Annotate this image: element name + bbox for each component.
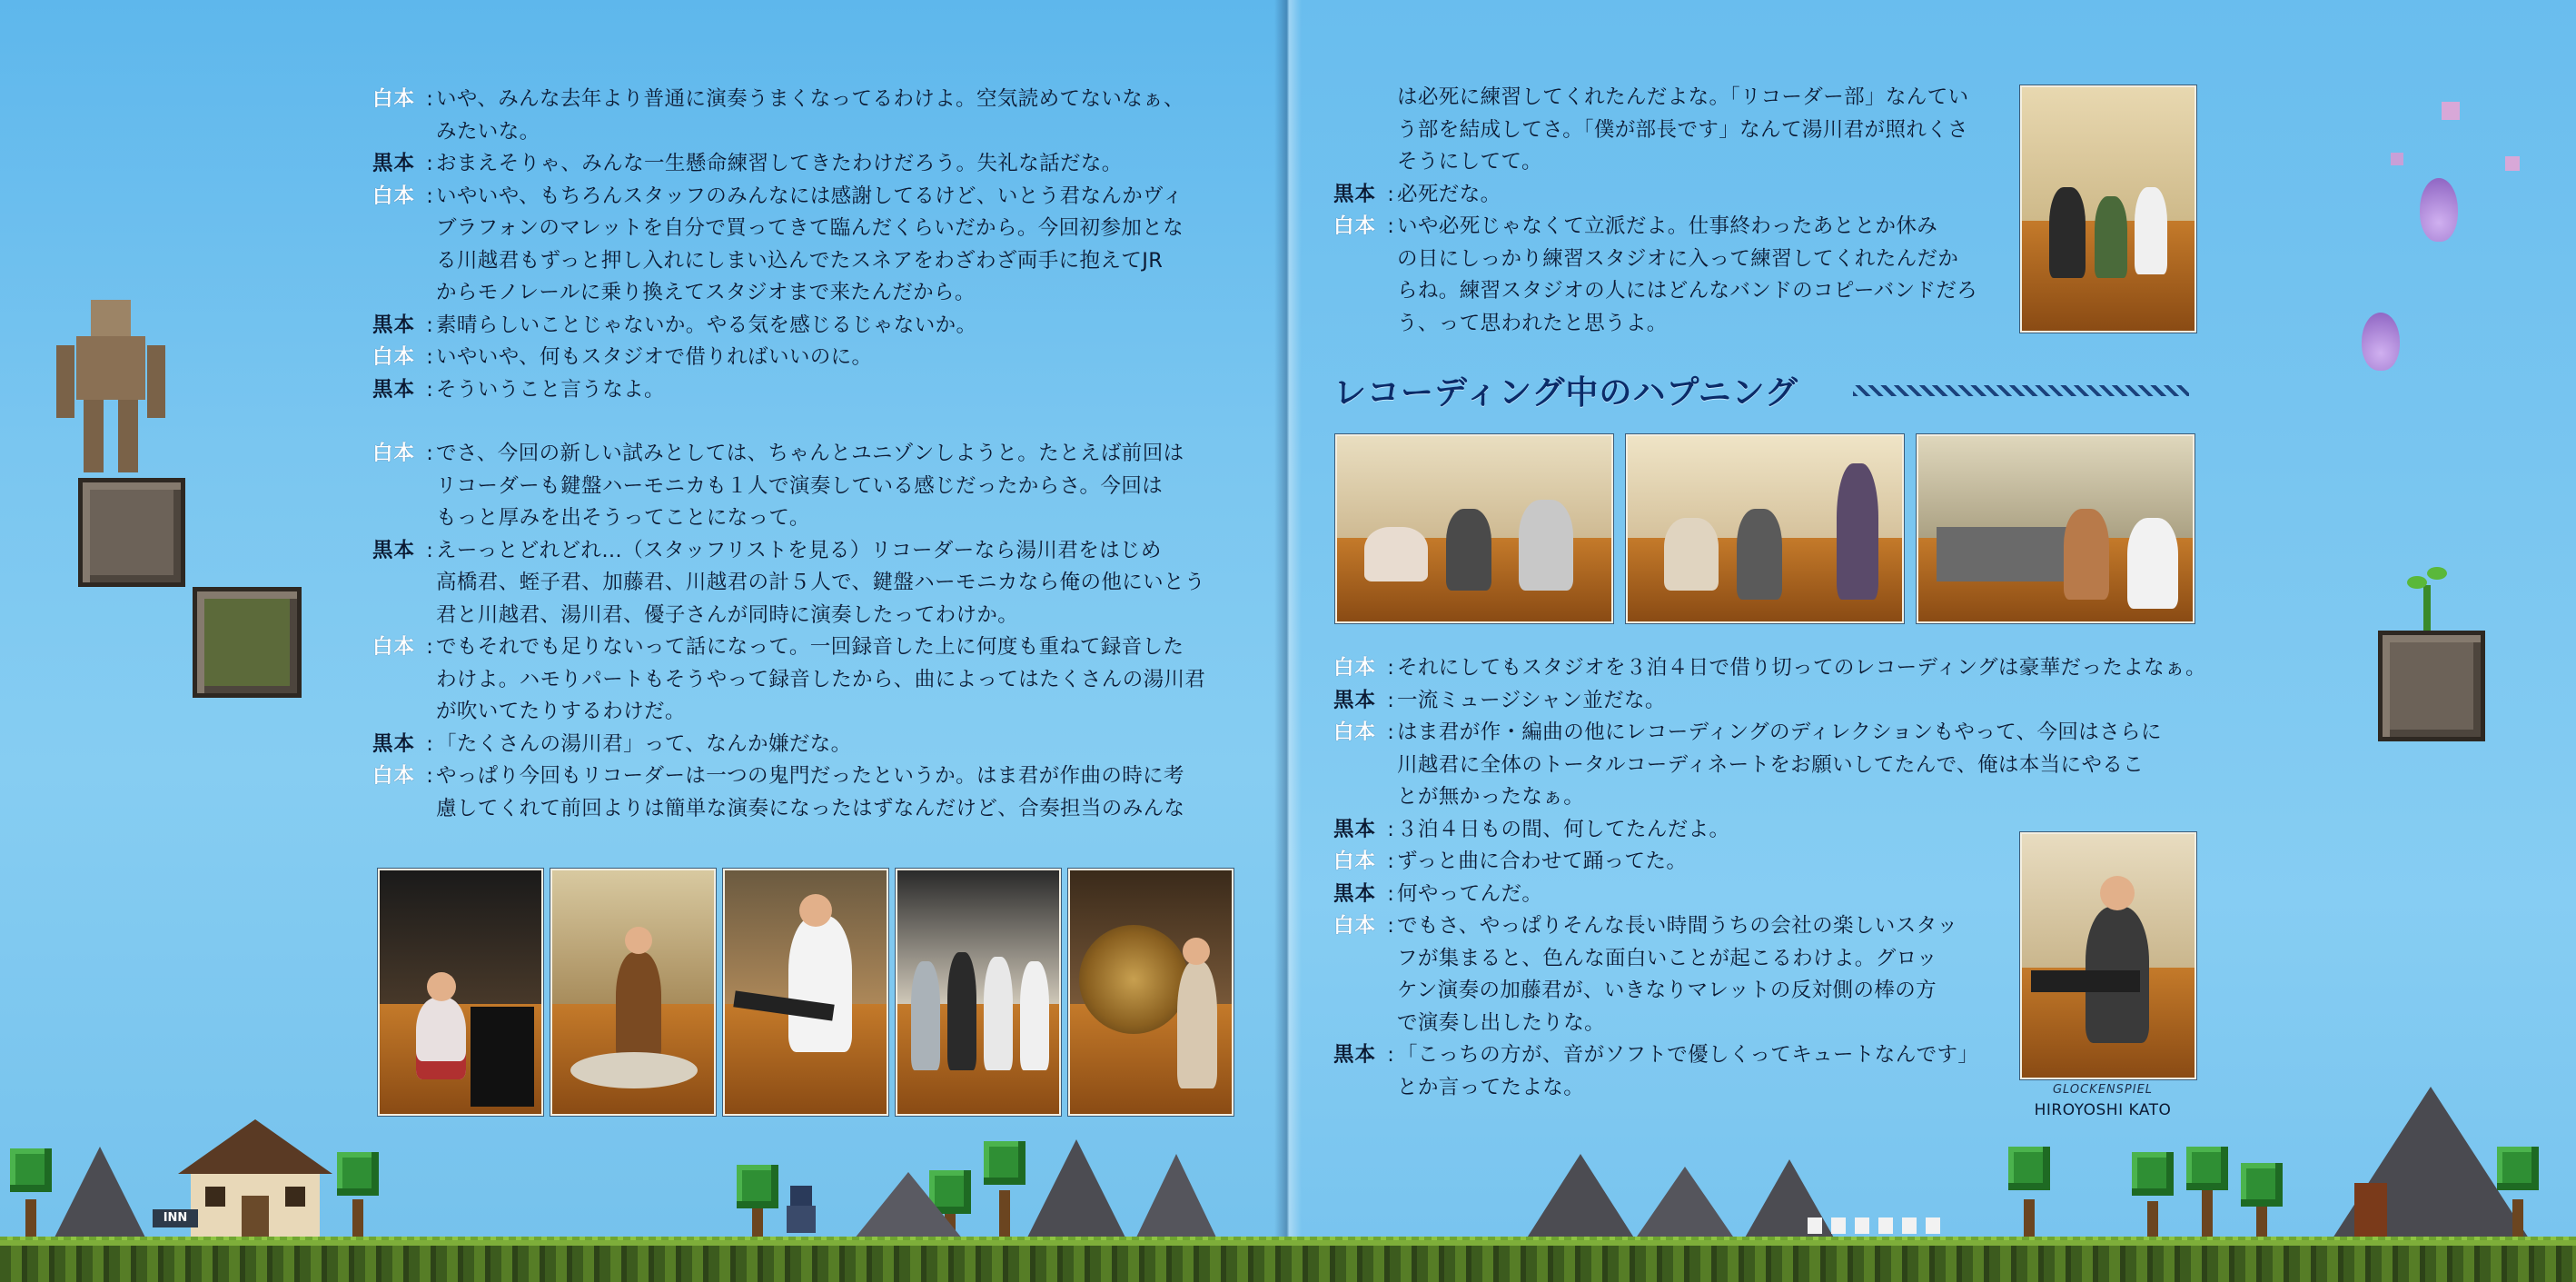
- dialog-text: もっと厚みを出そうってことになって。: [436, 506, 810, 530]
- dialog-line: [372, 696, 1235, 729]
- speaker-label: 黒本: [1333, 182, 1377, 206]
- rock-mountain-icon: [54, 1147, 145, 1237]
- dialog-text: 君と川越君、湯川君、優子さんが同時に演奏したってわけか。: [436, 602, 1019, 627]
- dialog-text: う部を結成してさ。「僕が部長です」なんて湯川君が照れくさ: [1397, 117, 1969, 142]
- speaker-label: 黒本: [372, 377, 416, 402]
- dialog-text: えーっとどれどれ…（スタッフリストを見る）リコーダーなら湯川君をはじめ: [436, 538, 1162, 562]
- tree-icon: [2241, 1163, 2283, 1207]
- speaker-colon: :: [1387, 1043, 1394, 1067]
- dialog-line: [372, 502, 1235, 535]
- colon-indent: [423, 213, 436, 245]
- inn-house-icon: [178, 1119, 332, 1239]
- speaker-colon: :: [1387, 914, 1394, 938]
- dialog-text: いやいや、何もスタジオで借りればいいのに。: [436, 345, 873, 369]
- speaker-indent: [1333, 750, 1384, 782]
- dialog-line: [1333, 146, 2024, 179]
- speaker-label: 黒本: [372, 152, 416, 175]
- dialog-line: [372, 310, 1235, 343]
- stone-block-icon: [78, 478, 185, 587]
- dialog-text: 高橋君、蛭子君、加藤君、川越君の計５人で、鍵盤ハーモニカなら俺の他にいとう: [436, 571, 1205, 594]
- right-top-dialog: [1333, 82, 2024, 340]
- speaker-indent: [1333, 781, 1384, 814]
- dialog-text: でさ、今回の新しい試みとしては、ちゃんとユニゾンしようと。たとえば前回は: [436, 442, 1184, 465]
- speaker-colon: :: [1387, 656, 1394, 680]
- photo-piano: [378, 869, 543, 1116]
- dialog-line: [372, 148, 1235, 181]
- photo-caption-instrument: GLOCKENSPIEL: [2052, 1083, 2154, 1097]
- tree-icon: [2186, 1147, 2228, 1190]
- tree-icon: [2008, 1147, 2050, 1190]
- speaker-indent: [372, 116, 423, 149]
- photo-vibraphone: [723, 869, 888, 1116]
- speaker-indent: [372, 600, 423, 632]
- photo-gong: [1068, 869, 1234, 1116]
- sparkle-icon: [2442, 102, 2460, 120]
- speaker-label: 白本: [372, 184, 416, 208]
- cave-door-icon: [2354, 1183, 2387, 1239]
- dialog-text: でもさ、やっぱりそんな長い時間うちの会社の楽しいスタッ: [1397, 914, 1958, 938]
- colon-indent: [423, 245, 436, 278]
- tree-icon: [2132, 1152, 2174, 1196]
- dialog-text: フが集まると、色んな面白いことが起こるわけよ。グロッ: [1397, 946, 1937, 970]
- dialog-text: の日にしっかり練習スタジオに入って練習してくれたんだか: [1397, 246, 1959, 271]
- dialog-line: [372, 760, 1235, 793]
- speaker-indent: [1333, 1072, 1384, 1105]
- speaker-indent: [372, 471, 423, 503]
- dialog-line: [372, 374, 1235, 407]
- colon-indent: [423, 277, 436, 310]
- speaker-indent: [372, 793, 423, 826]
- dialog-line: [1333, 781, 2214, 814]
- section-title: レコーディング中のハプニング: [1333, 374, 1798, 412]
- rock-mountain-icon: [1526, 1154, 1635, 1239]
- rock-mountain-icon: [854, 1172, 963, 1239]
- speaker-indent: [1333, 243, 1384, 276]
- speaker-colon: :: [426, 152, 433, 175]
- speaker-colon: :: [426, 538, 433, 562]
- continuation-indent: [1333, 82, 1397, 114]
- rock-mountain-icon: [1635, 1167, 1735, 1239]
- speaker-indent: [372, 213, 423, 245]
- tree-icon: [737, 1165, 778, 1208]
- inn-sign: INN: [153, 1209, 198, 1227]
- dialog-text: いやいや、もちろんスタッフのみんなには感謝してるけど、いとう君なんかヴィ: [436, 184, 1184, 208]
- ghost-flame-icon: [2362, 313, 2400, 371]
- speaker-colon: :: [426, 442, 433, 465]
- dialog-line: [1333, 82, 2024, 114]
- speaker-label: 白本: [372, 764, 416, 788]
- speaker-indent: [372, 664, 423, 697]
- dialog-text: ブラフォンのマレットを自分で買ってきて臨んだくらいだから。今回初参加とな: [436, 216, 1184, 240]
- dialog-line: [372, 567, 1235, 600]
- continuation-indent: [1333, 114, 1397, 147]
- dialog-text: で演奏し出したりな。: [1397, 1010, 1606, 1035]
- speaker-colon: :: [426, 313, 433, 337]
- speaker-indent: [1333, 943, 1384, 976]
- colon-indent: [1384, 781, 1397, 814]
- tree-icon: [2497, 1147, 2539, 1190]
- dialog-line: [1333, 750, 2214, 782]
- dialog-line: [372, 438, 1235, 471]
- colon-indent: [1384, 243, 1397, 276]
- speaker-label: 黒本: [372, 313, 416, 337]
- speaker-colon: :: [426, 731, 433, 756]
- dialog-line: [372, 342, 1235, 374]
- speaker-label: 黒本: [1333, 881, 1377, 906]
- tree-icon: [10, 1148, 52, 1192]
- colon-indent: [423, 567, 436, 600]
- speaker-colon: :: [1387, 721, 1394, 744]
- photo-caption-name: HIROYOSHI KATO: [2034, 1101, 2172, 1119]
- colon-indent: [423, 793, 436, 826]
- dialog-text: そういうこと言うなよ。: [436, 377, 665, 402]
- dialog-text: いや、みんな去年より普通に演奏うまくなってるわけよ。空気読めてないなぁ、: [436, 87, 1184, 111]
- speaker-colon: :: [426, 87, 433, 111]
- speaker-label: 白本: [1333, 914, 1377, 938]
- dialog-text: 川越君に全体のトータルコーディネートをお願いしてたんで、俺は本当にやるこ: [1397, 752, 2145, 777]
- colon-indent: [423, 502, 436, 535]
- dialog-text: とが無かったなぁ。: [1397, 785, 1585, 809]
- dialog-text: 「たくさんの湯川君」って、なんか嫌だな。: [436, 731, 852, 756]
- dialog-line: [1333, 114, 2024, 147]
- colon-indent: [423, 471, 436, 503]
- photo-studio-couch: [1335, 434, 1613, 623]
- dialog-line: [372, 213, 1235, 245]
- speaker-indent: [372, 245, 423, 278]
- dialog-line: [372, 181, 1235, 214]
- dialog-line: [1333, 179, 2024, 212]
- speaker-label: 黒本: [372, 538, 416, 562]
- title-divider: [1853, 385, 2189, 396]
- dialog-line: [1333, 211, 2024, 243]
- speaker-indent: [1333, 1008, 1384, 1040]
- dialog-text: いや必死じゃなくて立派だよ。仕事終わったあととか休み: [1397, 214, 1938, 238]
- colon-indent: [1384, 1008, 1397, 1040]
- speaker-colon: :: [1387, 182, 1394, 206]
- speaker-label: 白本: [372, 87, 416, 111]
- dialog-line: [372, 664, 1235, 697]
- dialog-text: とか言ってたよな。: [1397, 1075, 1585, 1099]
- colon-indent: [423, 696, 436, 729]
- speaker-label: 白本: [1333, 656, 1377, 680]
- dialog-text: そうにしてて。: [1397, 150, 1542, 174]
- speaker-label: 黒本: [1333, 817, 1377, 841]
- speaker-indent: [1333, 275, 1384, 308]
- dialog-line: [372, 471, 1235, 503]
- speaker-indent: [372, 502, 423, 535]
- speaker-label: 白本: [1333, 214, 1377, 238]
- dialog-text: はま君が作・編曲の他にレコーディングのディレクションもやって、今回はさらに: [1397, 721, 2162, 744]
- dialog-text: 何やってんだ。: [1397, 881, 1543, 906]
- sprout-icon: [2407, 567, 2447, 632]
- colon-indent: [1384, 943, 1397, 976]
- speaker-colon: :: [426, 635, 433, 659]
- photo-snare: [550, 869, 716, 1116]
- bones-icon: [1808, 1217, 1944, 1234]
- dialog-line: [372, 631, 1235, 664]
- photo-studio-lounge: [1626, 434, 1904, 623]
- dialog-text: 一流ミュージシャン並だな。: [1397, 688, 1666, 712]
- sparkle-icon: [2391, 153, 2403, 165]
- dialog-text: が吹いてたりするわけだ。: [436, 700, 686, 723]
- speaker-colon: :: [426, 345, 433, 369]
- dialog-line: [372, 116, 1235, 149]
- rock-mountain-icon: [1026, 1139, 1126, 1239]
- dialog-text: やっぱり今回もリコーダーは一つの鬼門だったというか。はま君が作曲の時に考: [436, 764, 1184, 788]
- dialog-text: ケン演奏の加藤君が、いきなりマレットの反対側の棒の方: [1397, 979, 1937, 1002]
- colon-indent: [1384, 275, 1397, 308]
- speaker-label: 黒本: [372, 731, 416, 756]
- colon-indent: [423, 664, 436, 697]
- speaker-label: 黒本: [1333, 688, 1377, 712]
- ghost-flame-icon: [2420, 178, 2458, 242]
- photo-control-room: [1917, 434, 2195, 623]
- speaker-colon: :: [1387, 214, 1394, 238]
- continuation-indent: [1333, 146, 1397, 179]
- dialog-line: [372, 277, 1235, 310]
- dialog-text: 「こっちの方が、音がソフトで優しくってキュートなんです」: [1397, 1043, 1979, 1067]
- speaker-colon: :: [426, 377, 433, 402]
- dialog-line: [372, 729, 1235, 761]
- speaker-indent: [1333, 975, 1384, 1008]
- paragraph-gap: [372, 406, 1235, 438]
- dialog-text: ずっと曲に合わせて踊ってた。: [1397, 850, 1688, 873]
- colon-indent: [1384, 1072, 1397, 1105]
- speaker-colon: :: [1387, 850, 1394, 873]
- dialog-text: みたいな。: [436, 119, 540, 144]
- dialog-line: [1333, 652, 2214, 685]
- speaker-label: 白本: [1333, 850, 1377, 873]
- sparkle-icon: [2505, 156, 2520, 171]
- speaker-colon: :: [426, 764, 433, 788]
- dialog-text: おまえそりゃ、みんな一生懸命練習してきたわけだろう。失礼な話だな。: [436, 152, 1123, 175]
- speaker-colon: :: [1387, 881, 1394, 906]
- dialog-text: でもそれでも足りないって話になって。一回録音した上に何度も重ねて録音した: [436, 635, 1184, 659]
- speaker-colon: :: [1387, 817, 1394, 841]
- stone-block-icon: [2378, 631, 2485, 741]
- dialog-text: 必死だな。: [1397, 182, 1501, 206]
- colon-indent: [423, 116, 436, 149]
- dialog-text: リコーダーも鍵盤ハーモニカも１人で演奏している感じだったからさ。今回は: [436, 473, 1164, 498]
- dialog-text: らね。練習スタジオの人にはどんなバンドのコピーバンドだろ: [1397, 279, 1978, 303]
- speaker-label: 白本: [372, 442, 416, 465]
- speaker-label: 白本: [372, 635, 416, 659]
- dialog-line: [372, 535, 1235, 568]
- speaker-colon: :: [1387, 688, 1394, 712]
- mossy-block-icon: [193, 587, 302, 698]
- speaker-indent: [1333, 308, 1384, 341]
- speaker-label: 白本: [372, 345, 416, 369]
- dialog-line: [1333, 717, 2214, 750]
- colon-indent: [1384, 750, 1397, 782]
- tree-icon: [337, 1152, 379, 1196]
- book-spine: [1274, 0, 1302, 1282]
- speaker-label: 黒本: [1333, 1043, 1377, 1067]
- rock-mountain-icon: [1135, 1154, 1217, 1239]
- speaker-indent: [372, 567, 423, 600]
- dialog-line: [1333, 685, 2214, 718]
- dialog-text: 素晴らしいことじゃないか。やる気を感じるじゃないか。: [436, 313, 977, 337]
- dialog-text: 慮してくれて前回よりは簡単な演奏になったはずなんだけど、合奏担当のみんな: [436, 796, 1185, 820]
- skeleton-sprite: [783, 1186, 819, 1233]
- dialog-line: [372, 84, 1235, 116]
- ground-strip: [0, 1240, 2576, 1282]
- dialog-text: は必死に練習してくれたんだよな。「リコーダー部」なんてい: [1397, 85, 1969, 109]
- dialog-line: [1333, 243, 2024, 276]
- dialog-text: る川越君もずっと押し入れにしまい込んでたスネアをわざわざ両手に抱えてJR: [436, 248, 1164, 273]
- speaker-indent: [372, 277, 423, 310]
- dialog-text: からモノレールに乗り換えてスタジオまで来たんだから。: [436, 281, 976, 304]
- colon-indent: [1384, 308, 1397, 341]
- photo-glockenspiel: [2020, 832, 2196, 1079]
- tree-icon: [984, 1141, 1025, 1185]
- dialog-line: [372, 245, 1235, 278]
- left-dialog: [372, 84, 1235, 825]
- dialog-line: [372, 600, 1235, 632]
- dialog-line: [1333, 275, 2024, 308]
- colon-indent: [423, 600, 436, 632]
- speaker-label: 白本: [1333, 721, 1377, 744]
- speaker-indent: [372, 696, 423, 729]
- dialog-text: う、って思われたと思うよ。: [1397, 311, 1668, 335]
- dialog-line: [372, 793, 1235, 826]
- dialog-text: それにしてもスタジオを３泊４日で借り切ってのレコーディングは豪華だったよなぁ。: [1397, 656, 2206, 680]
- dialog-text: わけよ。ハモりパートもそうやって録音したから、曲によってはたくさんの湯川君: [436, 667, 1206, 691]
- photo-rehearsal-room: [2020, 85, 2196, 333]
- colon-indent: [1384, 975, 1397, 1008]
- photo-recorders: [896, 869, 1061, 1116]
- dialog-text: ３泊４日もの間、何してたんだよ。: [1397, 817, 1730, 841]
- dialog-line: [1333, 308, 2024, 341]
- robot-sprite: [56, 300, 165, 482]
- speaker-colon: :: [426, 184, 433, 208]
